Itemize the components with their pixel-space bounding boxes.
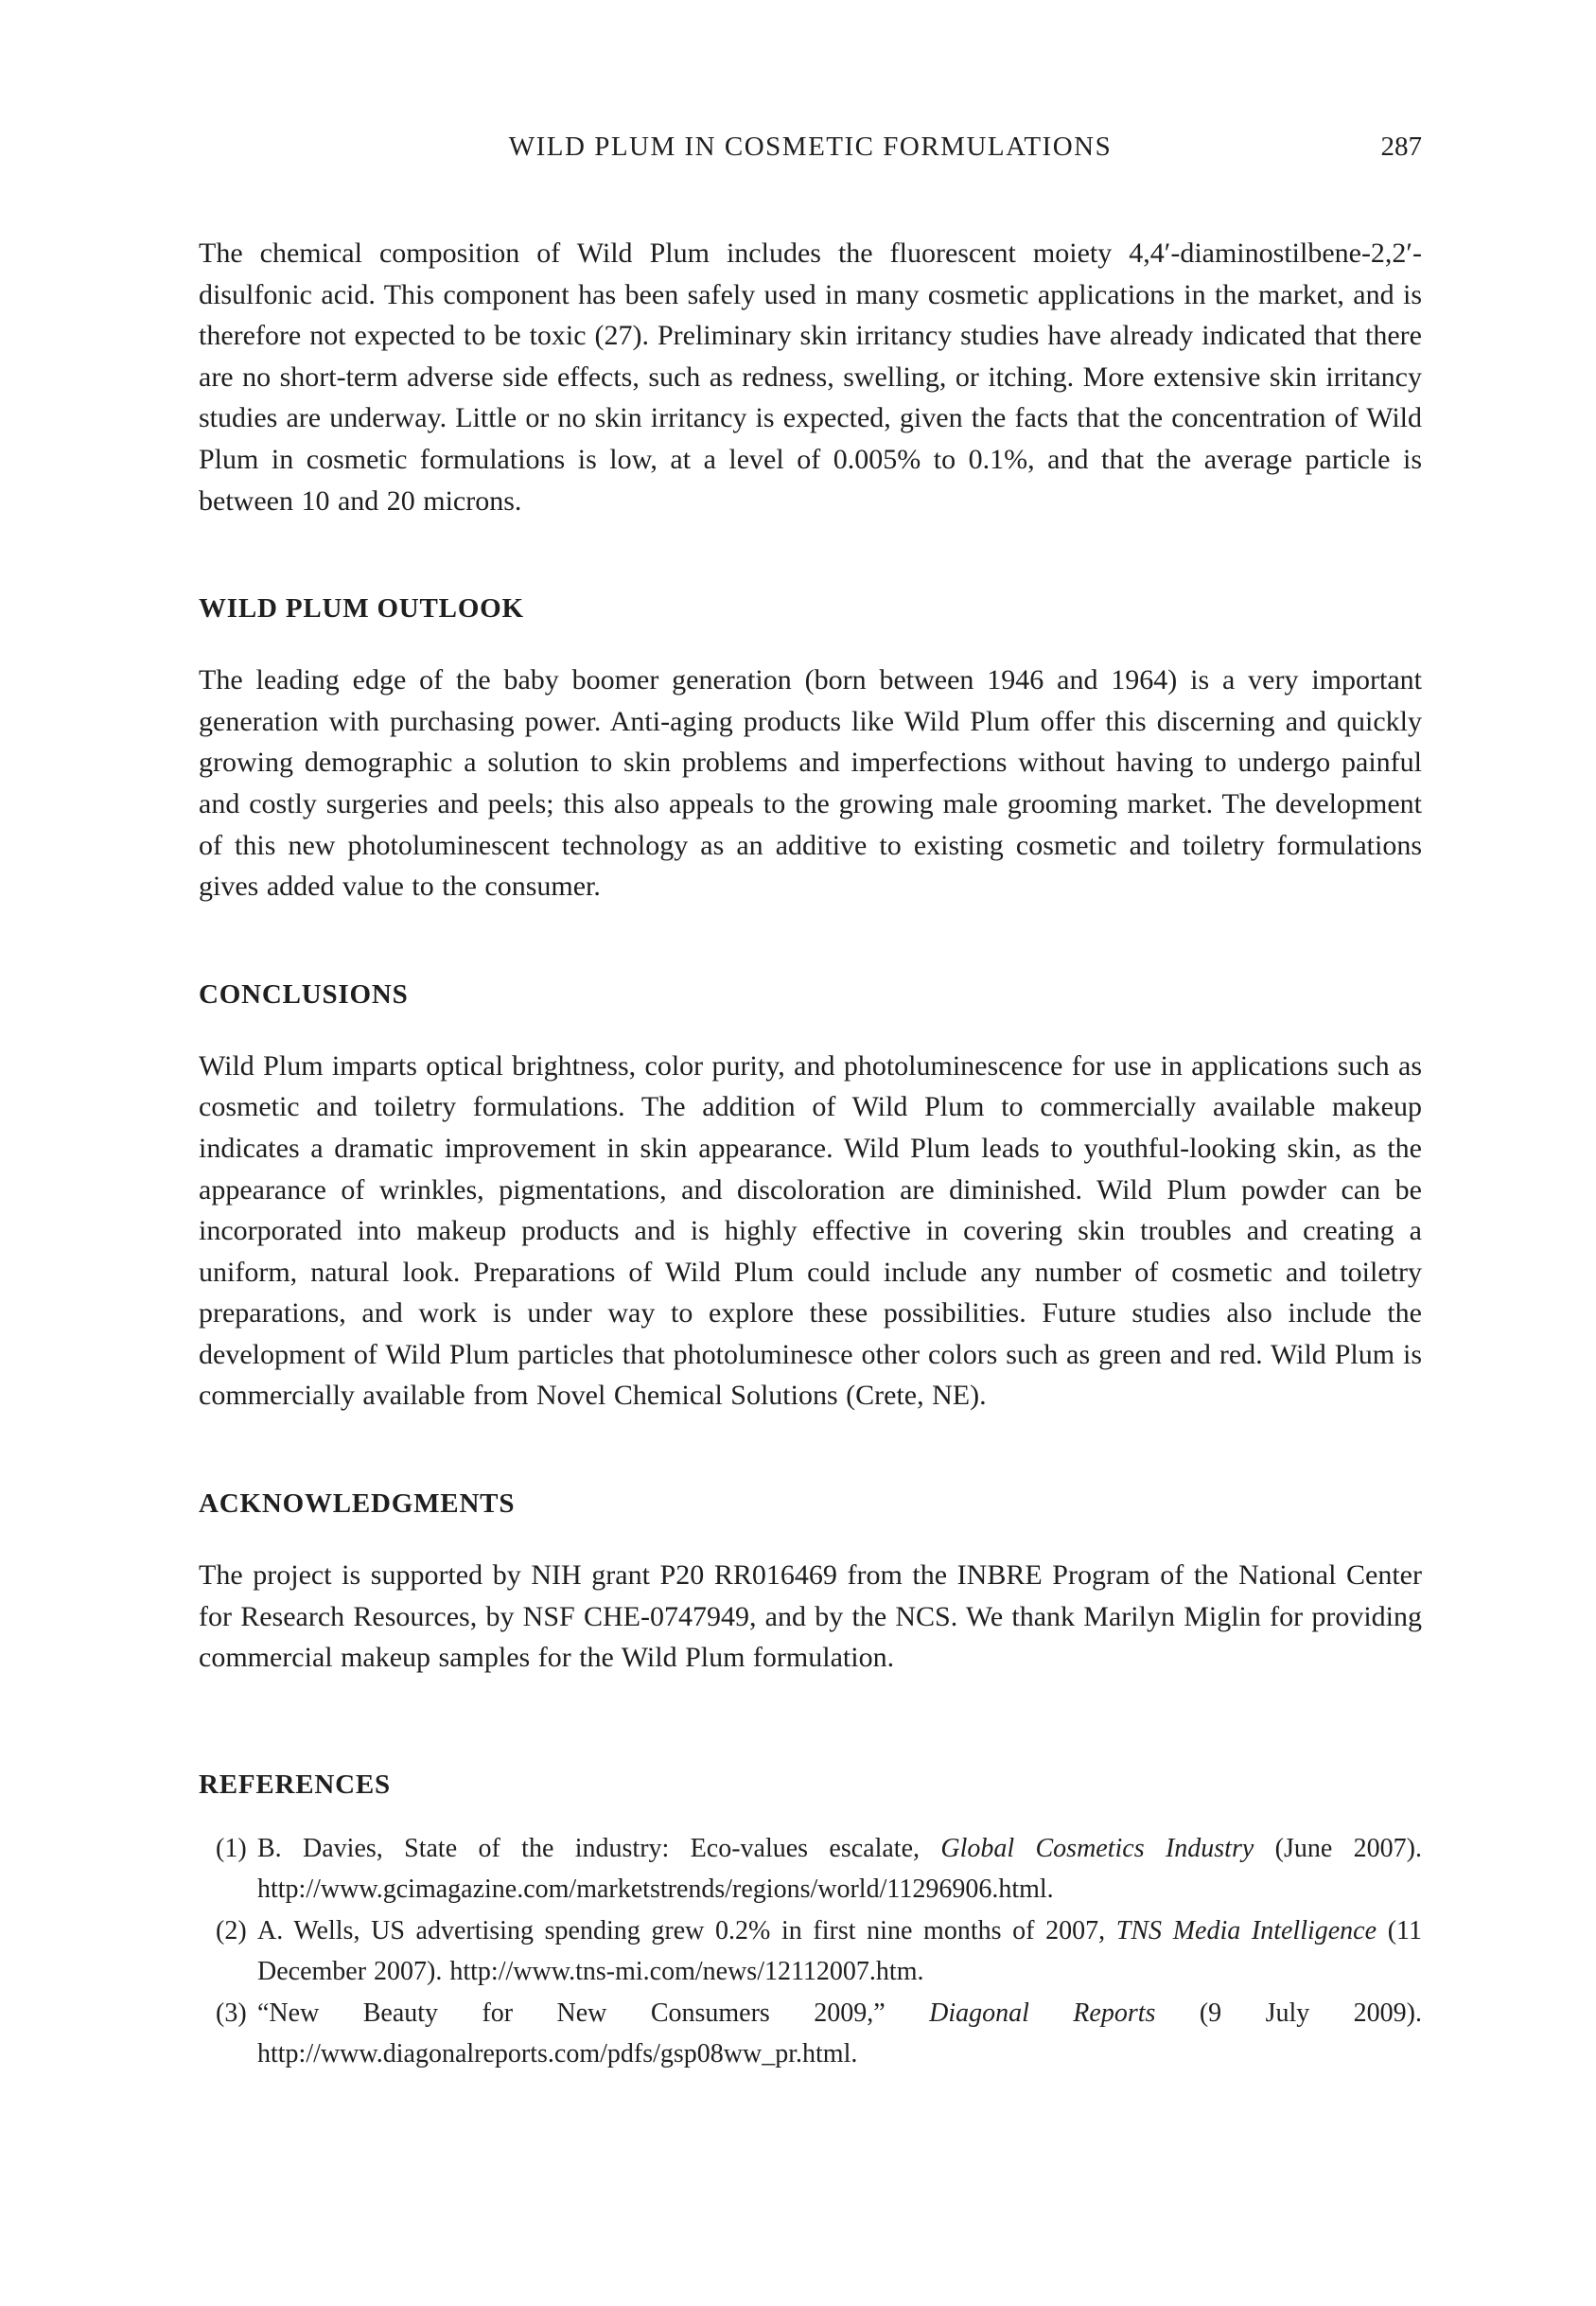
running-head — [199, 131, 1422, 163]
reference-text — [257, 1998, 1422, 2069]
reference-item — [199, 1910, 1422, 1993]
reference-publication-name: Global Cosmetics Industry — [940, 1833, 1254, 1863]
reference-item — [199, 1828, 1422, 1910]
reference-text — [257, 1834, 1422, 1905]
reference-text-segment: (June 2007). http://www.gcimagazine.com/marketstrends/regions/world/11296906.html. — [257, 1833, 1422, 1905]
section-heading-conclusions: CONCLUSIONS — [199, 978, 409, 1010]
running-head-title: WILD PLUM IN COSMETIC FORMULATIONS — [508, 132, 1113, 162]
reference-text — [257, 1916, 1422, 1987]
conclusions-paragraph: Wild Plum imparts optical brightness, color purity, and photoluminescence for use in applications such as cosmetic and toiletry formulations. The addition of Wild Plum to commercially available makeup indicates a dramatic improvement in skin appearance. Wild Plum leads to youthful-looking skin, as the appearance of wrinkles, pigmentations, and discoloration are diminished. Wild Plum powder can be incorporated into makeup products and is highly effective in covering skin troubles and creating a uniform, natural look. Preparations of Wild Plum could include any number of cosmetic and toiletry preparations, and work is under way to explore these possibilities. Future studies also include the development of Wild Plum particles that photoluminesce other colors such as green and red. Wild Plum is commercially available from Novel Chemical Solutions (Crete, NE). — [199, 1049, 1422, 1412]
reference-publication-name: Diagonal Reports — [929, 1998, 1156, 2028]
reference-number: (1) — [216, 1833, 247, 1863]
reference-item — [199, 1993, 1422, 2075]
reference-text-segment: (11 December 2007). http://www.tns-mi.com/news/12112007.htm. — [257, 1915, 1422, 1987]
section-heading-references: REFERENCES — [199, 1769, 391, 1800]
intro-paragraph: The chemical composition of Wild Plum includes the fluorescent moiety 4,4′-diaminostilbene-2,2′-disulfonic acid. This component has been safely used in many cosmetic applications in the market, and is therefore not expected to be toxic (27). Preliminary skin irritancy studies have already indicated that there are no short-term adverse side effects, such as redness, swelling, or itching. More extensive skin irritancy studies are underway. Little or no skin irritancy is expected, given the facts that the concentration of Wild Plum in cosmetic formulations is low, at a level of 0.005% to 0.1%, and that the average particle is between 10 and 20 microns. — [199, 238, 1422, 517]
section-heading-acknowledgments: ACKNOWLEDGMENTS — [199, 1488, 516, 1520]
reference-text-segment: (9 July 2009). http://www.diagonalreports.com/pdfs/gsp08ww_pr.html. — [257, 1998, 1422, 2069]
outlook-paragraph: The leading edge of the baby boomer generation (born between 1946 and 1964) is a very important generation with purchasing power. Anti-aging products like Wild Plum offer this discerning and quickly growing demographic a solution to skin problems and imperfections without having to undergo painful and costly surgeries and peels; this also appeals to the growing male grooming market. The development of this new photoluminescent technology as an additive to existing cosmetic and toiletry formulations gives added value to the consumer. — [199, 664, 1422, 903]
reference-text-segment: B. Davies, State of the industry: Eco-values escalate, — [257, 1833, 941, 1863]
reference-text-segment: A. Wells, US advertising spending grew 0.2% in first nine months of 2007, — [257, 1915, 1116, 1945]
reference-publication-name: TNS Media Intelligence — [1115, 1915, 1377, 1945]
reference-number: (2) — [216, 1915, 247, 1945]
reference-list — [199, 1828, 1422, 2075]
reference-text-segment: “New Beauty for New Consumers 2009,” — [257, 1998, 930, 2028]
reference-number: (3) — [216, 1998, 247, 2028]
page-number: 287 — [1380, 132, 1422, 162]
acknowledgments-paragraph: The project is supported by NIH grant P20 RR016469 from the INBRE Program of the National Center for Research Resources, by NSF CHE-0747949, and by the NCS. We thank Marilyn Miglin for providing commercial makeup samples for the Wild Plum formulation. — [199, 1559, 1422, 1674]
section-heading-wild-plum-outlook: WILD PLUM OUTLOOK — [199, 593, 524, 625]
